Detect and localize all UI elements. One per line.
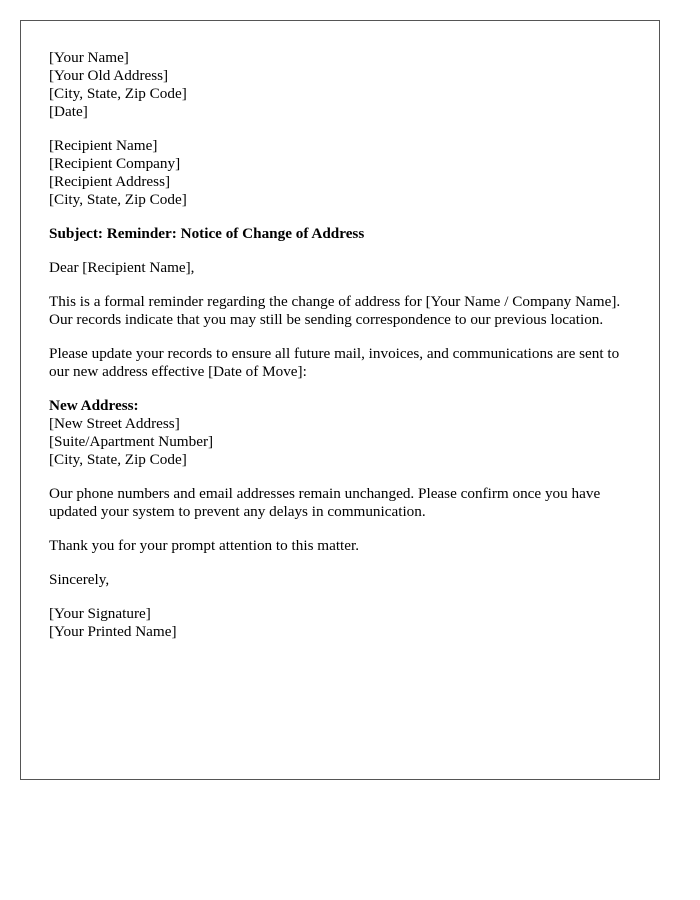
printed-name: [Your Printed Name] [49, 623, 177, 640]
body-paragraph-4: Thank you for your prompt attention to this matter. [49, 537, 360, 554]
sender-city-state-zip: [City, State, Zip Code] [49, 85, 187, 102]
recipient-company: [Recipient Company] [49, 155, 181, 172]
body-paragraph-2: Please update your records to ensure all future mail, invoices, and communications are sent to our new address effective [Date of Move]: [49, 345, 620, 380]
recipient-name: [Recipient Name] [49, 137, 158, 154]
signature-line: [Your Signature] [49, 605, 151, 622]
sender-old-address: [Your Old Address] [49, 67, 169, 84]
sender-name: [Your Name] [49, 49, 129, 66]
closing: Sincerely, [49, 571, 110, 588]
salutation: Dear [Recipient Name], [49, 259, 195, 276]
new-city-state-zip: [City, State, Zip Code] [49, 451, 187, 468]
new-street-address: [New Street Address] [49, 415, 180, 432]
recipient-block [49, 137, 631, 209]
new-address-heading: New Address: [49, 397, 139, 414]
sender-block [49, 49, 631, 121]
subject-line: Subject: Reminder: Notice of Change of Address [49, 225, 365, 242]
recipient-city-state-zip: [City, State, Zip Code] [49, 191, 187, 208]
new-suite-number: [Suite/Apartment Number] [49, 433, 214, 450]
letter-date: [Date] [49, 103, 88, 120]
new-address-block [49, 397, 631, 469]
letter-page [20, 20, 660, 780]
body-paragraph-1: This is a formal reminder regarding the change of address for [Your Name / Company Name]. Our records indicate that you may still be sending correspondence to our previous location. [49, 293, 621, 328]
recipient-address: [Recipient Address] [49, 173, 171, 190]
body-paragraph-3: Our phone numbers and email addresses remain unchanged. Please confirm once you have updated your system to prevent any delays in communication. [49, 485, 601, 520]
signature-block [49, 605, 631, 641]
